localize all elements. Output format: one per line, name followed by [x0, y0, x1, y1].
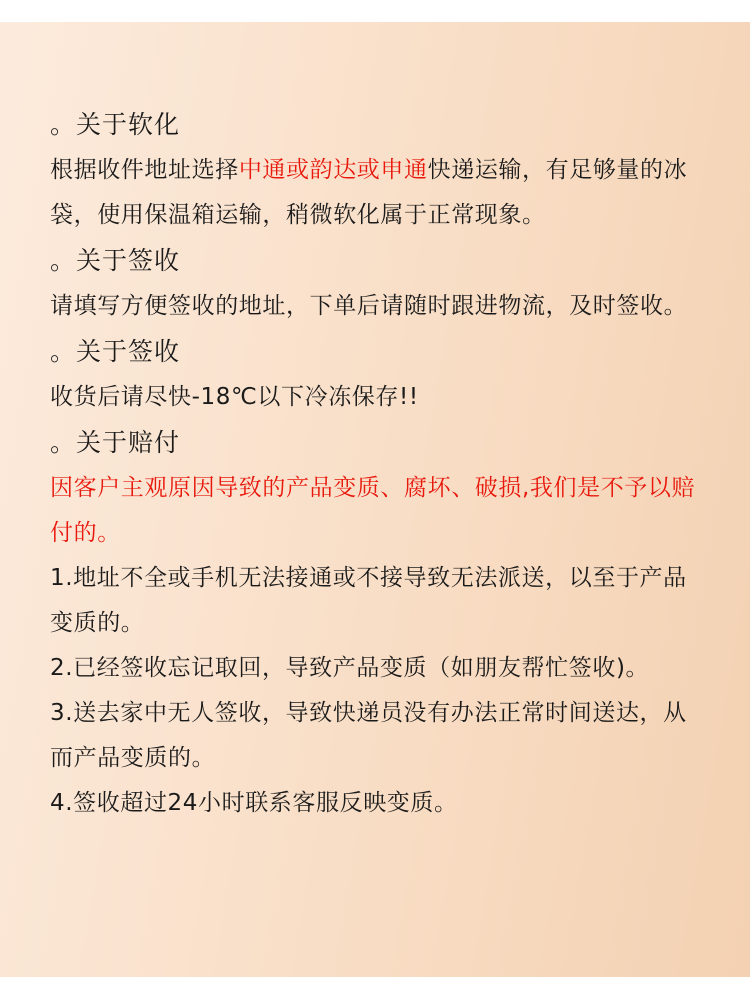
compensation-notice: 因客户主观原因导致的产品变质、腐坏、破损,我们是不予以赔付的。 — [50, 475, 696, 546]
section-heading-storage: 。关于签收 — [50, 337, 181, 366]
compensation-item-3: 3.送去家中无人签收，导致快递员没有办法正常时间送达，从而产品变质的。 — [50, 700, 687, 771]
softening-text-pre: 根据收件地址选择 — [50, 157, 239, 183]
section-body-softening — [50, 148, 710, 238]
compensation-item-2: 2.已经签收忘记取回，导致产品变质（如朋友帮忙签收)。 — [50, 655, 650, 681]
compensation-item-1: 1.地址不全或手机无法接通或不接导致无法派送，以至于产品变质的。 — [50, 565, 687, 636]
info-panel — [0, 22, 750, 977]
compensation-item-4: 4.签收超过24小时联系客服反映变质。 — [50, 790, 458, 816]
section-heading-softening: 。关于软化 — [50, 110, 181, 139]
section-body-signing: 请填写方便签收的地址，下单后请随时跟进物流，及时签收。 — [50, 293, 688, 319]
section-heading-compensation: 。关于赔付 — [50, 428, 181, 457]
section-body-storage: 收货后请尽快-18℃以下冷冻保存!! — [50, 384, 419, 410]
softening-text-post: 快递运输，有足够量的冰袋，使用保温箱运输，稍微软化属于正常现象。 — [50, 157, 688, 228]
section-heading-signing: 。关于签收 — [50, 246, 181, 275]
notice-content — [50, 102, 710, 826]
courier-options-highlight: 中通或韵达或申通 — [238, 157, 428, 183]
